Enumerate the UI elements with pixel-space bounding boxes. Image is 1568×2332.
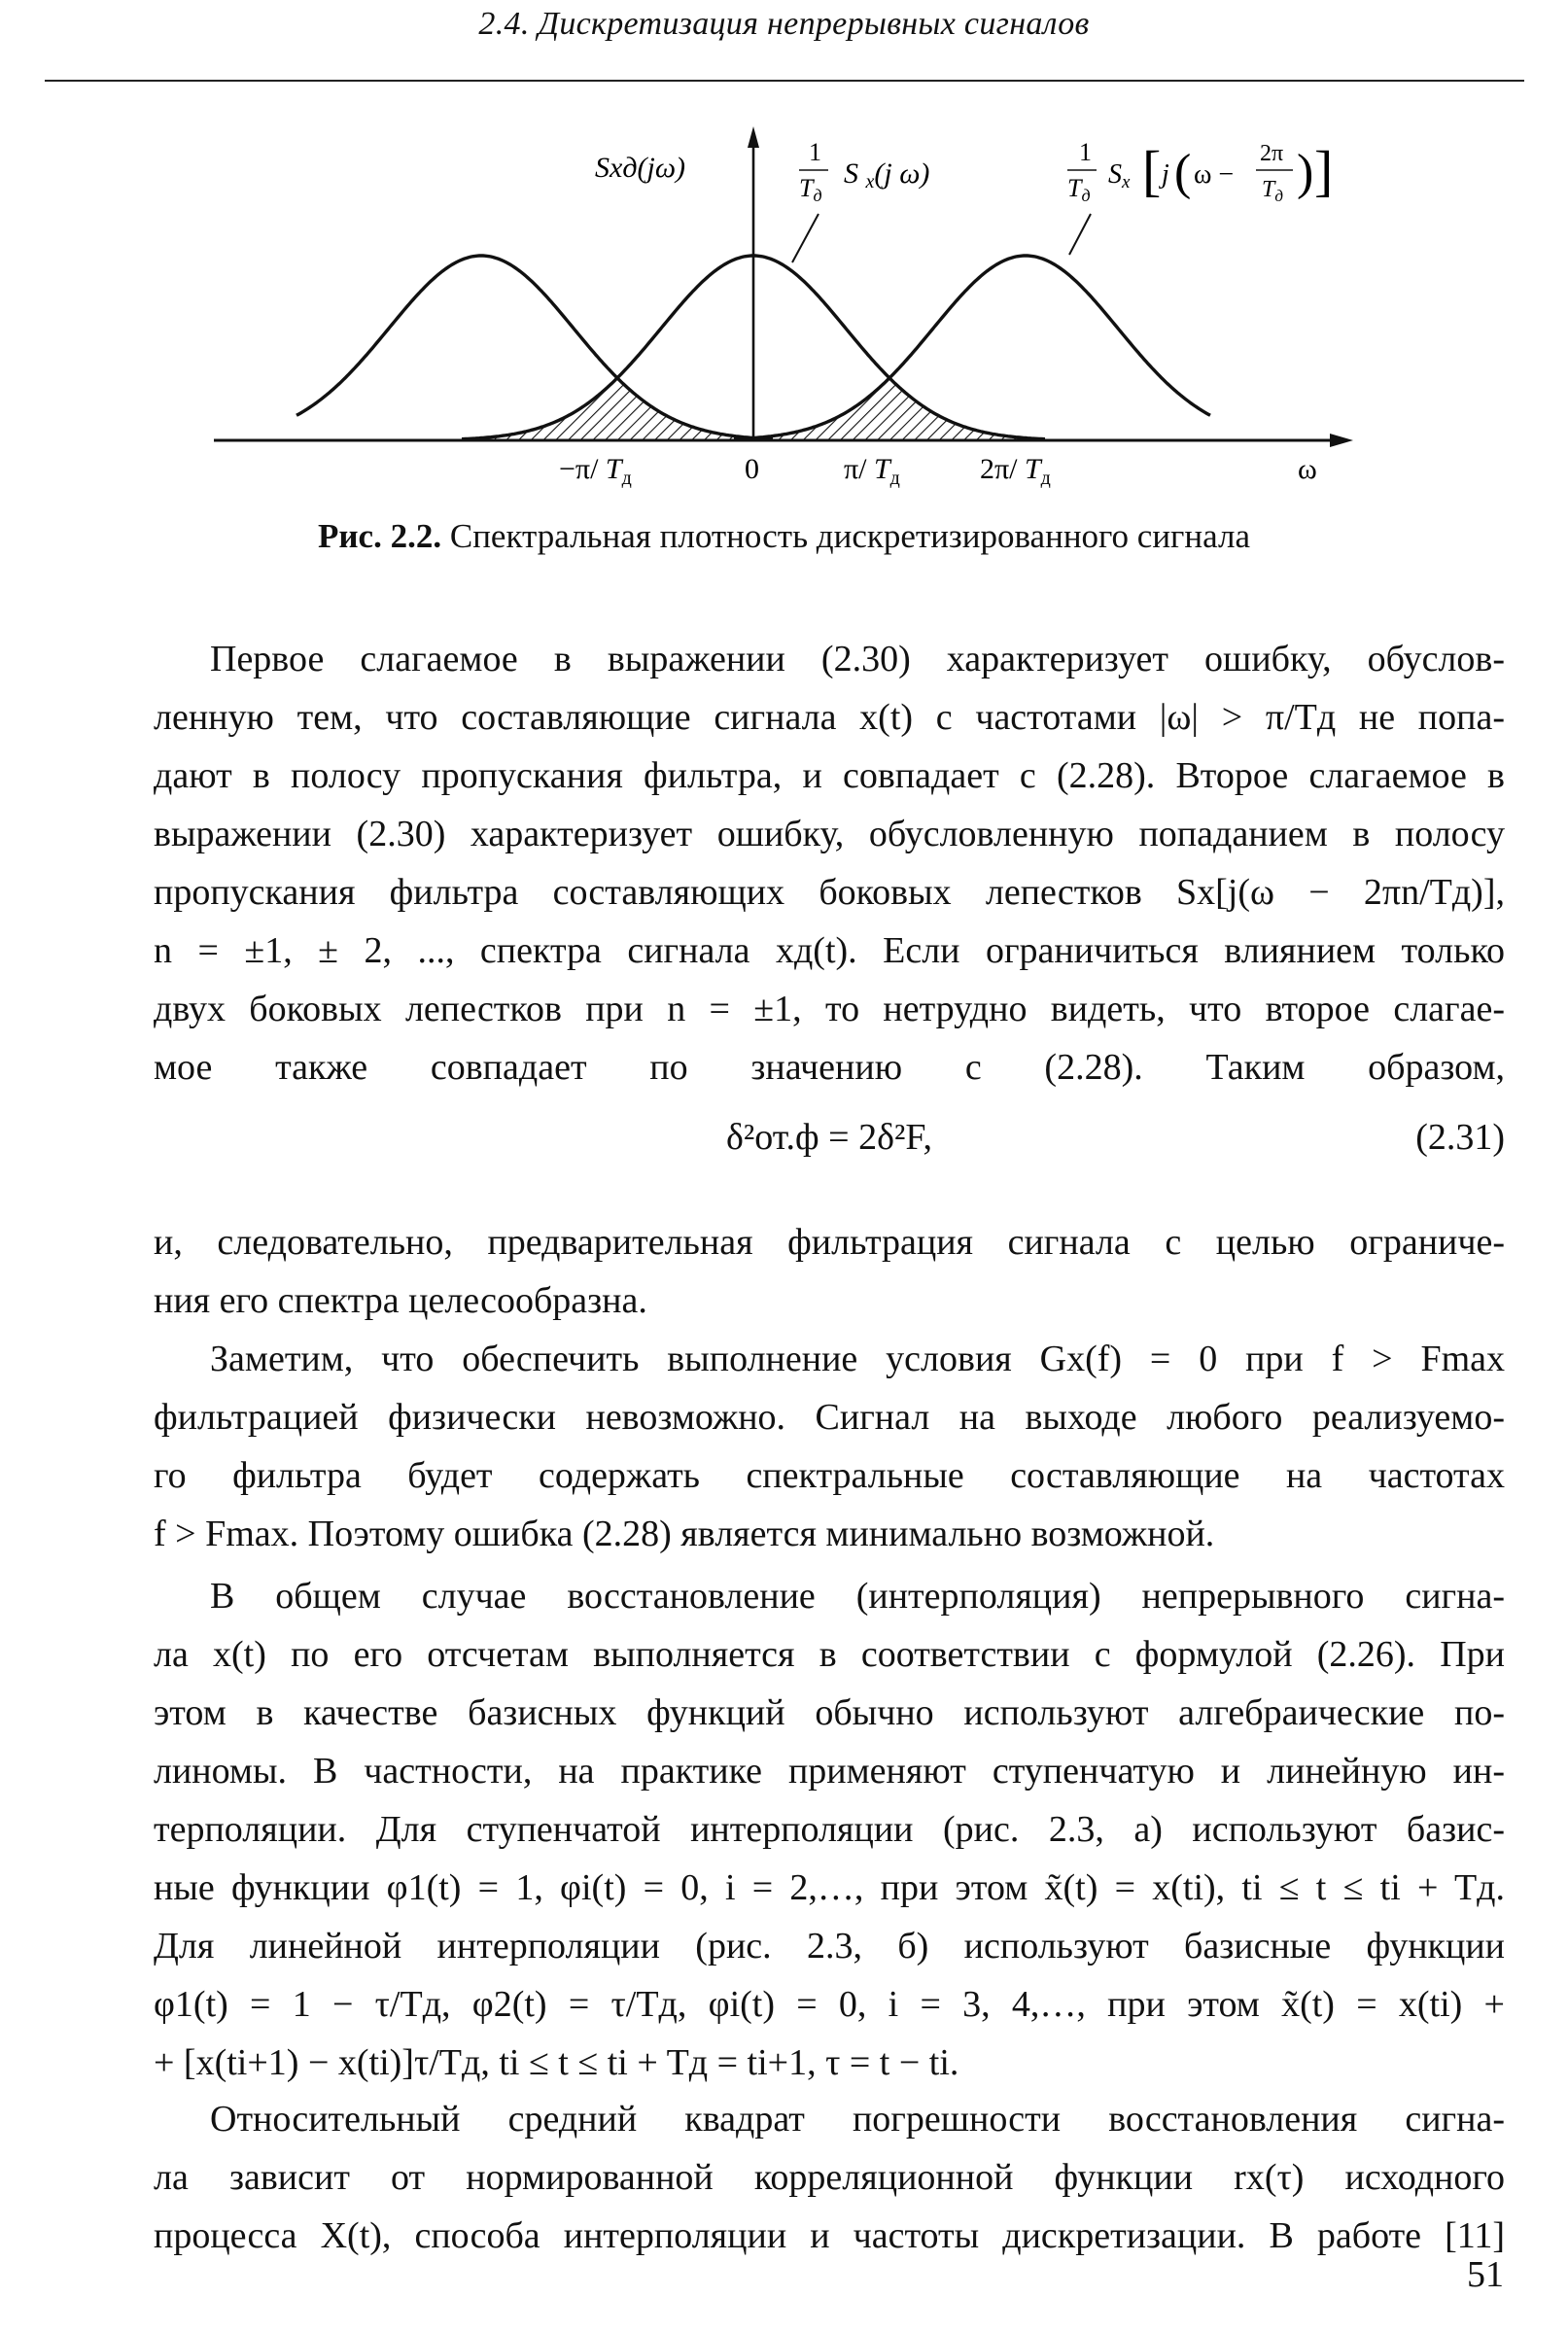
right-label-t: Tд (1067, 174, 1091, 205)
x-tick-zero: 0 (745, 453, 759, 485)
center-label-func: S х(j ω) (844, 157, 930, 192)
page-number: 51 (1467, 2254, 1504, 2295)
p3-line-2: фильтрацией физически невозможно. Сигнал на выходе любого реализуемо- (154, 1397, 1505, 1438)
p4-line-8: φ1(t) = 1 − τ/Tд, φ2(t) = τ/Tд, φi(t) = 0, i = 3, 4,…, при этом x̃(t) = x(ti) + (154, 1984, 1505, 2025)
equation-formula: δ²от.ф = 2δ²F, (726, 1117, 932, 1158)
right-label-func: Sx (1108, 159, 1131, 192)
p5-line-2: ла зависит от нормированной корреляционной функции rx(τ) исходного (154, 2157, 1505, 2198)
p3-line-3: го фильтра будет содержать спектральные составляющие на частотах (154, 1455, 1505, 1496)
p4-line-9: + [x(ti+1) − x(ti)]τ/Tд, ti ≤ t ≤ ti + Tд = ti+1, τ = t − ti. (154, 2042, 959, 2083)
p4-line-7: Для линейной интерполяции (рис. 2.3, б) используют базисные функции (154, 1926, 1505, 1967)
center-label-one: 1 (809, 138, 821, 166)
right-label-paren-close: ) (1297, 145, 1314, 200)
y-axis-label: Sхд(jω) (595, 152, 685, 184)
center-label-tail: Tд (799, 174, 822, 205)
x-tick-minus-pi: −π/ $T_д$ (559, 453, 632, 489)
x-tick-pi: π/ $T_д$ (844, 453, 900, 489)
paragraph-5 (154, 2090, 1505, 2265)
running-head: 2.4. Дискретизация непрерывных сигналов (478, 6, 1090, 42)
caption-number: Рис. 2.2. (318, 517, 442, 555)
x-tick-2pi: 2π/ $T_д$ (980, 453, 1051, 489)
p4-line-5: терполяции. Для ступенчатой интерполяции (рис. 2.3, а) используют базис- (154, 1809, 1505, 1850)
p4-line-3: этом в качестве базисных функций обычно используют алгебраические по- (154, 1692, 1505, 1733)
p1-line-7: двух боковых лепестков при n = ±1, то нетрудно видеть, что второе слагае- (154, 989, 1505, 1029)
p1-line-5: пропускания фильтра составляющих боковых лепестков Sx[j(ω − 2πn/Tд)], (154, 872, 1505, 913)
x-axis-label: ω (1298, 453, 1317, 485)
equation-number: (2.31) (1415, 1117, 1505, 1158)
right-label-td: $T_д$ (1262, 177, 1283, 205)
p2-line-1: и, следовательно, предварительная фильтрация сигнала с целью ограниче- (154, 1222, 1505, 1263)
p1-line-6: n = ±1, ± 2, ..., спектра сигнала xд(t). Если ограничиться влиянием только (154, 930, 1505, 971)
p3-line-1: Заметим, что обеспечить выполнение условия Gx(f) = 0 при f > Fmax (210, 1339, 1505, 1379)
paragraph-3 (154, 1330, 1505, 1563)
p1-line-1: Первое слагаемое в выражении (2.30) характеризует ошибку, обуслов- (210, 639, 1505, 679)
equation-2-31 (154, 1116, 1505, 1174)
x-axis-arrow (1330, 434, 1353, 447)
right-label-2pi: 2π (1260, 141, 1284, 166)
spectrum-figure (0, 117, 1568, 525)
paragraph-4 (154, 1567, 1505, 2092)
p4-line-1: В общем случае восстановление (интерполяция) непрерывного сигна- (210, 1576, 1505, 1617)
right-label-pointer (1069, 214, 1091, 255)
p4-line-4: линомы. В частности, на практике применяют ступенчатую и линейную ин- (154, 1751, 1505, 1792)
p1-line-2: ленную тем, что составляющие сигнала x(t) с частотами |ω| > π/Tд не попа- (154, 697, 1505, 738)
header-rule (45, 80, 1524, 82)
spectrum-plot (0, 117, 1568, 525)
right-label-paren-open: ( (1174, 145, 1192, 200)
p5-line-1: Относительный средний квадрат погрешности восстановления сигна- (210, 2099, 1505, 2140)
right-label-one: 1 (1079, 138, 1092, 166)
p1-line-8: мое также совпадает по значению с (2.28). Таким образом, (154, 1047, 1505, 1088)
right-label-bracket-close: ] (1314, 139, 1334, 202)
center-label-pointer (792, 214, 819, 262)
p5-line-3: процесса X(t), способа интерполяции и частоты дискретизации. В работе [11] (154, 2215, 1505, 2256)
p2-line-2: ния его спектра целесообразна. (154, 1280, 647, 1321)
p4-line-6: ные функции φ1(t) = 1, φi(t) = 0, i = 2,…, при этом x̃(t) = x(ti), ti ≤ t ≤ ti + Tд. (154, 1867, 1505, 1908)
paragraph-2 (154, 1213, 1505, 1330)
y-axis-arrow (748, 126, 759, 148)
right-label-j: j (1162, 159, 1169, 190)
p1-line-3: дают в полосу пропускания фильтра, и совпадает с (2.28). Второе слагаемое в (154, 755, 1505, 796)
paragraph-1 (154, 630, 1505, 1096)
p4-line-2: ла x(t) по его отсчетам выполняется в соответствии с формулой (2.26). При (154, 1634, 1505, 1675)
figure-caption (0, 517, 1568, 556)
right-label-omega-minus: ω − (1194, 159, 1235, 190)
p3-line-4: f > Fmax. Поэтому ошибка (2.28) является минимально возможной. (154, 1514, 1215, 1554)
p1-line-4: выражении (2.30) характеризует ошибку, обусловленную попаданием в полосу (154, 814, 1505, 854)
right-label-bracket-open: [ (1142, 139, 1162, 202)
caption-text: Спектральная плотность дискретизированного сигнала (449, 517, 1250, 555)
